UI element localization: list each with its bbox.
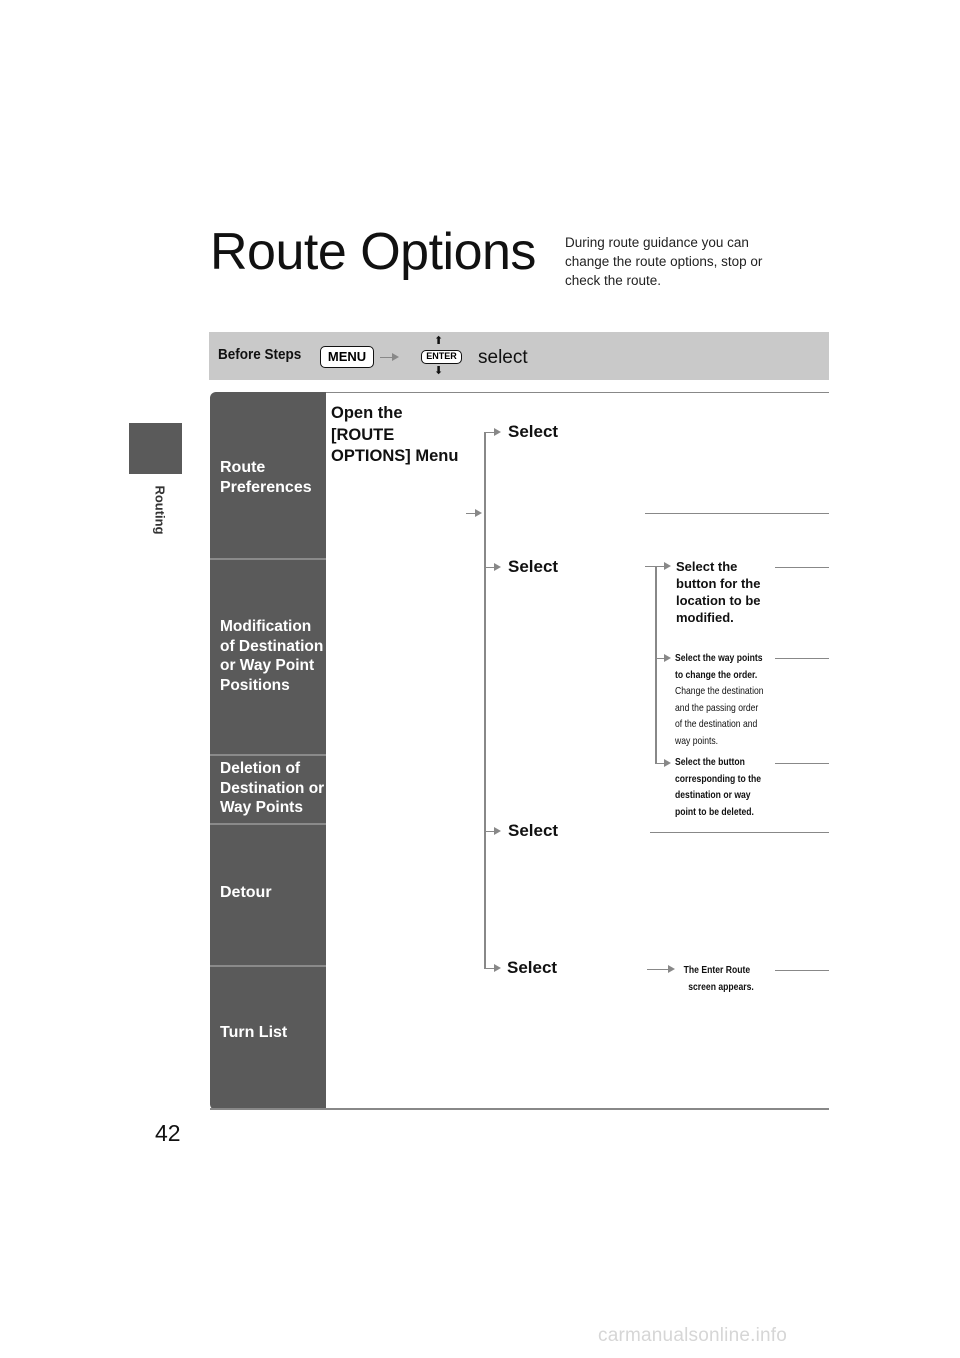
select-modification: Select — [508, 557, 559, 576]
row-divider — [210, 558, 326, 560]
arrow-line — [647, 969, 669, 970]
before-steps-select: select — [478, 347, 528, 368]
row-divider — [210, 754, 326, 756]
result-rule — [775, 567, 829, 568]
arrow-line — [645, 566, 655, 567]
row-label-route-preferences: Route Preferences — [220, 459, 312, 496]
sub-flow-trunk — [655, 566, 657, 764]
row-label-detour: Detour — [220, 884, 272, 901]
row-label-turn-list: Turn List — [220, 1024, 288, 1041]
open-route-options-text: Open the [ROUTE OPTIONS] Menu — [331, 404, 459, 465]
arrow-line — [656, 658, 664, 659]
arrow-right-icon — [664, 759, 671, 767]
intro-text: During route guidance you can change the route options, stop or check the route. — [565, 235, 763, 288]
category-column — [210, 392, 326, 1110]
row-label-deletion: Deletion of Destination or Way Points — [220, 760, 325, 816]
page-title: Route Options — [210, 223, 536, 281]
arrow-right-icon — [494, 827, 501, 835]
result-rule — [775, 658, 829, 659]
section-tab-marker — [129, 423, 182, 474]
table-bottom-rule — [210, 1108, 829, 1110]
table-top-rule — [326, 392, 829, 393]
row-divider — [210, 965, 326, 967]
arrow-line — [656, 566, 664, 567]
arrow-down-icon: ⬇ — [434, 365, 444, 377]
select-route-preferences: Select — [508, 422, 559, 441]
page-number: 42 — [155, 1120, 181, 1146]
flow-trunk — [484, 432, 486, 969]
arrow-right-icon — [475, 509, 482, 517]
arrow-right-icon — [668, 965, 675, 973]
row-divider — [210, 823, 326, 825]
note-change-order-detail: Change the destination and the passing order of the destination and way points. — [675, 685, 764, 747]
menu-key: MENU — [320, 346, 374, 368]
result-rule — [650, 832, 829, 833]
note-select-modify: Select the button for the location to be modified. — [676, 559, 761, 625]
arrow-right-icon — [494, 964, 501, 972]
arrow-up-icon: ⬆ — [434, 335, 444, 347]
arrow-right-icon — [494, 428, 501, 436]
note-turn-list: The Enter Route screen appears. — [683, 964, 754, 993]
note-delete: Select the button corresponding to the destination or way point to be deleted. — [675, 756, 762, 818]
row-label-modification: Modification of Destination or Way Point Positions — [220, 618, 324, 694]
arrow-right-icon — [494, 563, 501, 571]
select-detour: Select — [508, 821, 559, 840]
enter-key: ENTER — [421, 350, 462, 364]
arrow-line — [656, 763, 664, 764]
arrow-right-icon — [664, 654, 671, 662]
watermark: carmanualsonline.info — [598, 1325, 788, 1346]
section-label: Routing — [152, 485, 168, 535]
result-rule — [645, 513, 829, 514]
before-steps-label: Before Steps — [218, 346, 302, 363]
select-turn-list: Select — [507, 958, 558, 977]
note-change-order: Select the way points to change the order. — [675, 652, 763, 681]
arrow-right-icon — [664, 562, 671, 570]
result-rule — [775, 763, 829, 764]
result-rule — [775, 970, 829, 971]
arrow-right-icon — [392, 353, 399, 361]
